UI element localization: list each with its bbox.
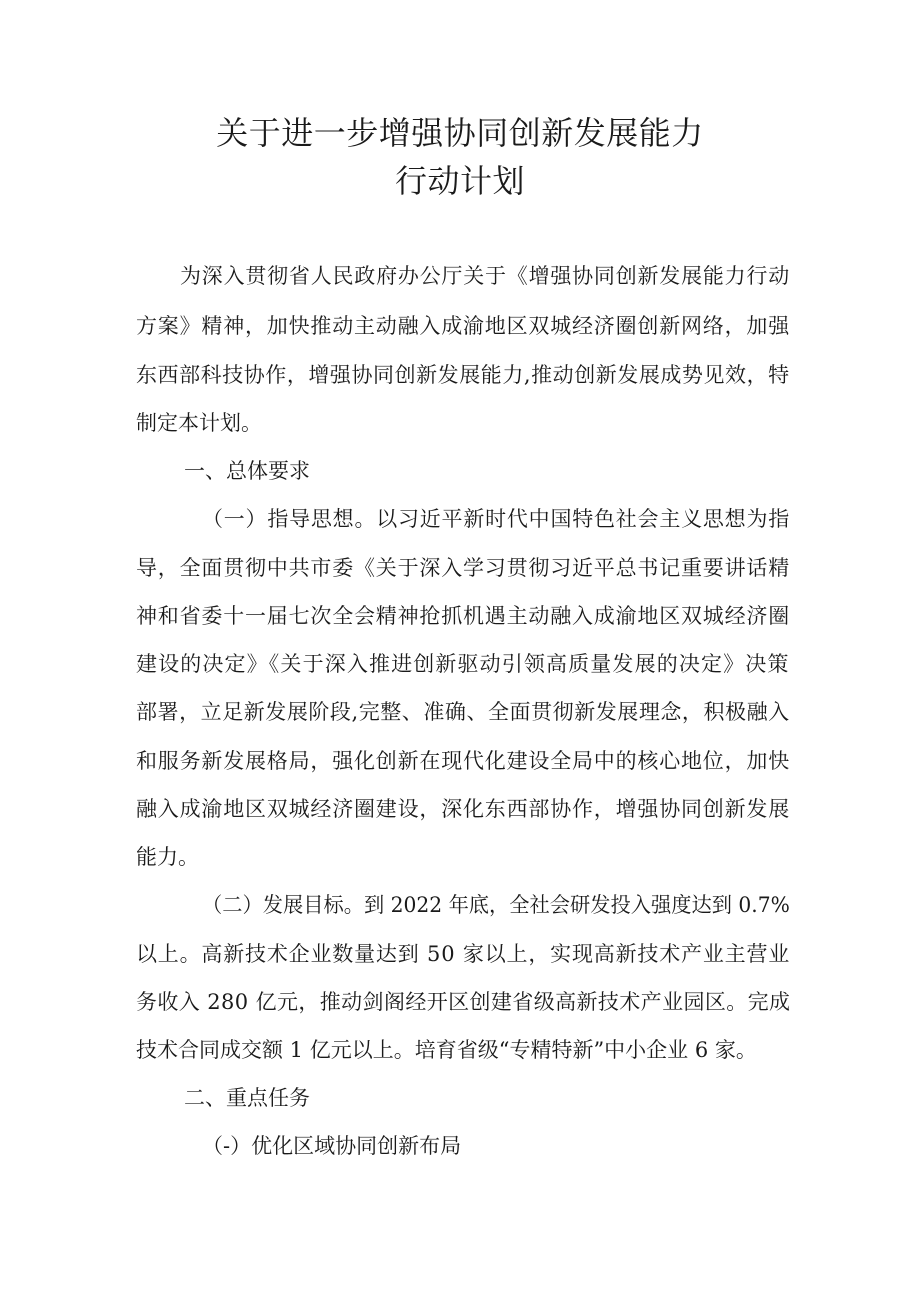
intro-paragraph-line: 东西部科技协作，增强协同创新发展能力,推动创新发展成势见效，特 <box>136 363 790 387</box>
guiding-ideology-paragraph-line: 建设的决定》《关于深入推进创新驱动引领高质量发展的决定》决策 <box>136 652 790 676</box>
subsection-heading-regional-layout: （-）优化区域协同创新布局 <box>202 1134 462 1158</box>
development-goals-paragraph-line: （二）发展目标。到 2022 年底，全社会研发投入强度达到 0.7% <box>202 893 790 917</box>
intro-paragraph-line: 为深入贯彻省人民政府办公厅关于《增强协同创新发展能力行动 <box>180 264 790 288</box>
development-goals-paragraph-line: 务收入 280 亿元，推动剑阁经开区创建省级高新技术产业园区。完成 <box>136 990 791 1014</box>
guiding-ideology-paragraph-line: 导，全面贯彻中共市委《关于深入学习贯彻习近平总书记重要讲话精 <box>136 556 790 580</box>
section-heading-general-requirements: 一、总体要求 <box>184 459 310 483</box>
section-heading-key-tasks: 二、重点任务 <box>184 1086 310 1110</box>
guiding-ideology-paragraph-line: 部署，立足新发展阶段,完整、准确、全面贯彻新发展理念，积极融入 <box>136 700 790 724</box>
development-goals-paragraph-line: 技术合同成交额 1 亿元以上。培育省级“专精特新”中小企业 6 家。 <box>136 1038 757 1062</box>
document-title-line-2: 行动计划 <box>394 162 525 200</box>
document-title-line-1: 关于进一步增强协同创新发展能力 <box>216 114 704 152</box>
guiding-ideology-paragraph-line: 融入成渝地区双城经济圈建设，深化东西部协作，增强协同创新发展 <box>136 797 790 821</box>
guiding-ideology-paragraph-line: （一）指导思想。以习近平新时代中国特色社会主义思想为指 <box>202 507 790 531</box>
intro-paragraph-line: 方案》精神，加快推动主动融入成渝地区双城经济圈创新网络，加强 <box>136 314 790 338</box>
guiding-ideology-paragraph-line: 神和省委十一届七次全会精神抢抓机遇主动融入成渝地区双城经济圈 <box>136 604 790 628</box>
guiding-ideology-paragraph-line: 能力。 <box>136 845 199 869</box>
guiding-ideology-paragraph-line: 和服务新发展格局，强化创新在现代化建设全局中的核心地位，加快 <box>136 749 790 773</box>
development-goals-paragraph-line: 以上。高新技术企业数量达到 50 家以上，实现高新技术产业主营业 <box>136 942 791 966</box>
intro-paragraph-line: 制定本计划。 <box>136 411 262 435</box>
